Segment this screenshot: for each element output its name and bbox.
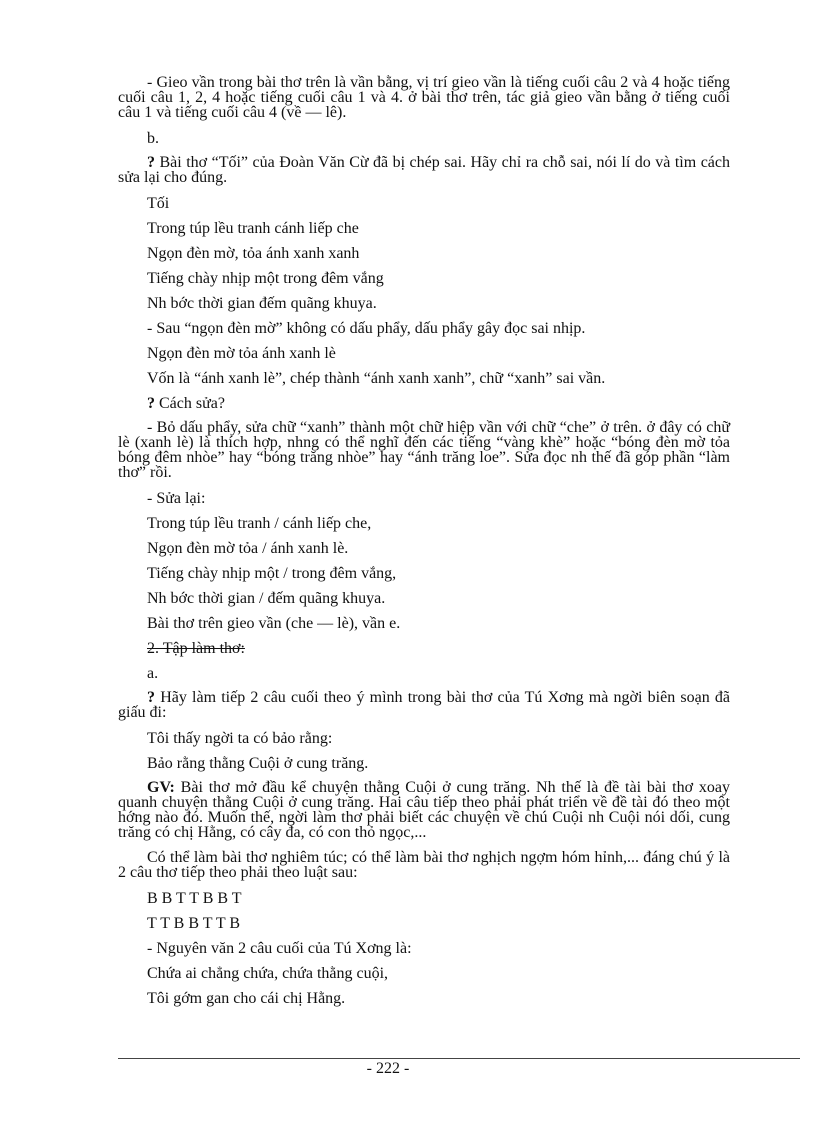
poem-title: Tối <box>147 195 170 212</box>
paragraph-fix-explanation: - Bỏ dấu phẩy, sửa chữ “xanh” thành một chữ hiệp vần với chữ “che” ở trên. ở đây có chữ lè (xanh lè) là thích hợp, nhng có thể nghĩ đến các tiếng “vàng khè” hoặc “bóng đèn mờ tỏa bóng đêm nhòe” hay “bóng trăng nhòe” hay “ánh trăng loe”. Sửa đọc nh thế đã góp phần “làm thơ” rồi. <box>118 419 730 481</box>
note-correct-line: Ngọn đèn mờ tỏa ánh xanh lè <box>147 345 336 362</box>
question-poem-error <box>118 155 730 185</box>
teacher-text: Bài thơ mở đầu kể chuyện thằng Cuội ở cung trăng. Nh thế là đề tài bài thơ xoay quanh chuyện thằng Cuội ở cung trăng. Hai câu tiếp theo phải phát triển về đề tài đó theo một hớng nào đó. Muốn thế, ngời làm thơ phải biết các chuyện về chú Cuội nh Cuội nói dối, cung trăng có chị Hằng, có cây đa, có con thỏ ngọc,... <box>118 779 730 841</box>
poem-fixed-line: Tiếng chày nhịp một / trong đêm vắng, <box>147 565 397 582</box>
section-heading: 2. Tập làm thơ: <box>147 640 245 657</box>
note-rhyme-error: Vốn là “ánh xanh lè”, chép thành “ánh xanh xanh”, chữ “xanh” sai vần. <box>147 370 606 387</box>
question-how-to-fix <box>118 395 730 412</box>
question-mark: ? <box>147 395 155 412</box>
teacher-label: GV: <box>147 779 175 796</box>
rhyme-summary: Bài thơ trên gieo vần (che — lè), vần e. <box>147 615 401 632</box>
poem-line: Bảo rằng thằng Cuội ở cung trăng. <box>147 755 369 772</box>
question-mark: ? <box>147 689 155 706</box>
page-number: - 222 - <box>366 1060 410 1077</box>
label-a: a. <box>147 665 159 682</box>
question-continue-poem <box>118 690 730 720</box>
poem-line: Tôi thấy ngời ta có bảo rằng: <box>147 730 333 747</box>
paragraph-rule-intro: Có thể làm bài thơ nghiêm túc; có thể làm bài thơ nghịch ngợm hóm hỉnh,... đáng chú ý là 2 câu thơ tiếp theo phải theo luật sau: <box>118 849 730 881</box>
teacher-note <box>118 780 730 840</box>
poem-original-line: Tôi gớm gan cho cái chị Hằng. <box>147 990 346 1007</box>
tone-rule-line: T T B B T T B <box>147 915 241 932</box>
poem-line: Ngọn đèn mờ, tỏa ánh xanh xanh <box>147 245 360 262</box>
label-b: b. <box>147 130 159 147</box>
question-mark: ? <box>147 154 155 171</box>
poem-fixed-line: Nh bớc thời gian / đếm quãng khuya. <box>147 590 386 607</box>
tone-rule-line: B B T T B B T <box>147 890 242 907</box>
poem-line: Tiếng chày nhịp một trong đêm vắng <box>147 270 384 287</box>
poem-line: Nh bớc thời gian đếm quãng khuya. <box>147 295 377 312</box>
note-comma: - Sau “ngọn đèn mờ” không có dấu phẩy, dấu phẩy gây đọc sai nhịp. <box>147 320 586 337</box>
poem-fixed-line: Trong túp lều tranh / cánh liếp che, <box>147 515 372 532</box>
question-text: Bài thơ “Tối” của Đoàn Văn Cừ đã bị chép sai. Hãy chỉ ra chỗ sai, nói lí do và tìm cách sửa lại cho đúng. <box>118 154 730 186</box>
poem-line: Trong túp lều tranh cánh liếp che <box>147 220 359 237</box>
label-fix: - Sửa lại: <box>147 490 206 507</box>
poem-fixed-line: Ngọn đèn mờ tỏa / ánh xanh lè. <box>147 540 349 557</box>
label-original: - Nguyên văn 2 câu cuối của Tú Xơng là: <box>147 940 412 957</box>
question-text: Cách sửa? <box>155 395 225 412</box>
paragraph-rhyme-explanation: - Gieo vần trong bài thơ trên là vần bằng, vị trí gieo vần là tiếng cuối câu 2 và 4 hoặc tiếng cuối câu 1, 2, 4 hoặc tiếng cuối câu 1 và 4. ở bài thơ trên, tác giả gieo vần bằng ở tiếng cuối câu 1 và tiếng cuối câu 4 (về — lê). <box>118 74 730 121</box>
document-body <box>118 75 730 1015</box>
footer-divider <box>118 1058 800 1059</box>
question-text: Hãy làm tiếp 2 câu cuối theo ý mình trong bài thơ của Tú Xơng mà ngời biên soạn đã giấu đi: <box>118 689 730 721</box>
poem-original-line: Chứa ai chẳng chứa, chứa thằng cuội, <box>147 965 389 982</box>
